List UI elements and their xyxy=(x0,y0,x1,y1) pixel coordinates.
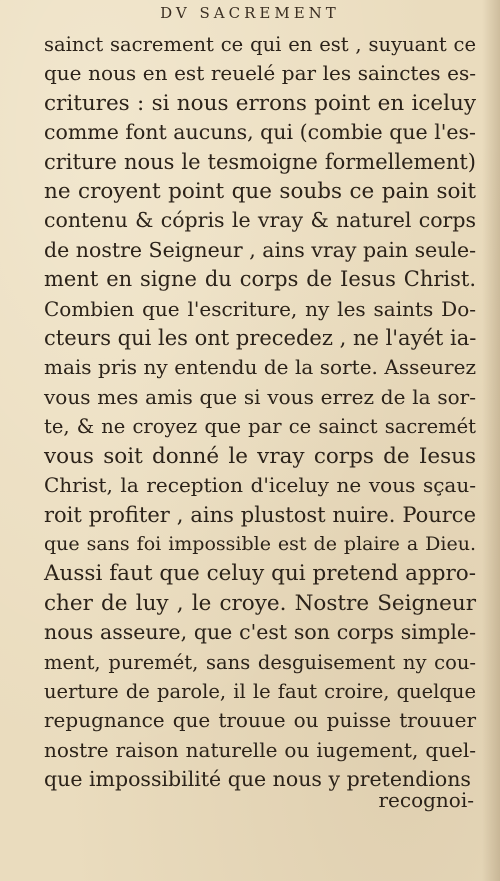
text-line: nostre raison naturelle ou iugement, quel- xyxy=(44,737,476,762)
text-line: uerture de parole, il le faut croire, quelque xyxy=(44,679,476,703)
text-line: criture nous le tesmoigne formellement) xyxy=(44,149,476,174)
text-line: Combien que l'escriture, ny les saints Do- xyxy=(44,296,476,321)
text-line: sainct sacrement ce qui en est , suyuant ce xyxy=(44,33,476,56)
text-line: Christ, la reception d'iceluy ne vous sçau- xyxy=(44,473,476,498)
text-line: ment en signe du corps de Iesus Christ. xyxy=(44,267,476,292)
text-line: ment, puremét, sans desguisement ny cou- xyxy=(44,650,476,674)
text-line: nous asseure, que c'est son corps simple- xyxy=(44,620,476,645)
text-line: que impossibilité que nous y pretendions xyxy=(44,767,471,792)
text-line: contenu & cópris le vray & naturel corps xyxy=(44,208,476,233)
text-line: comme font aucuns, qui (combie que l'es- xyxy=(44,120,476,145)
body-text xyxy=(44,30,476,795)
text-line: de nostre Seigneur , ains vray pain seule- xyxy=(44,237,477,262)
text-line: que nous en est reuelé par les sainctes es- xyxy=(44,61,476,86)
text-line: cher de luy , le croye. Nostre Seigneur xyxy=(44,590,476,616)
page-gutter-shadow xyxy=(482,0,500,881)
text-line: repugnance que trouue ou puisse trouuer xyxy=(44,708,476,733)
text-line: te, & ne croyez que par ce sainct sacremét xyxy=(44,415,476,439)
text-line: que sans foi impossible est de plaire a Dieu. xyxy=(44,532,476,555)
text-line: roit profiter , ains plustost nuire. Pource xyxy=(44,502,476,527)
text-line: mais pris ny entendu de la sorte. Asseurez xyxy=(44,355,476,380)
text-line: Aussi faut que celuy qui pretend appro- xyxy=(44,561,476,587)
catchword: recognoi- xyxy=(378,788,474,812)
text-line: cteurs qui les ont precedez , ne l'ayét ia- xyxy=(44,326,477,351)
text-line: critures : si nous errons point en iceluy xyxy=(44,90,476,116)
text-line: vous mes amis que si vous errez de la sor- xyxy=(44,384,476,409)
running-header: DV SACREMENT xyxy=(160,4,340,22)
text-line: ne croyent point que soubs ce pain soit xyxy=(44,179,476,205)
text-line: vous soit donné le vray corps de Iesus xyxy=(44,443,476,469)
